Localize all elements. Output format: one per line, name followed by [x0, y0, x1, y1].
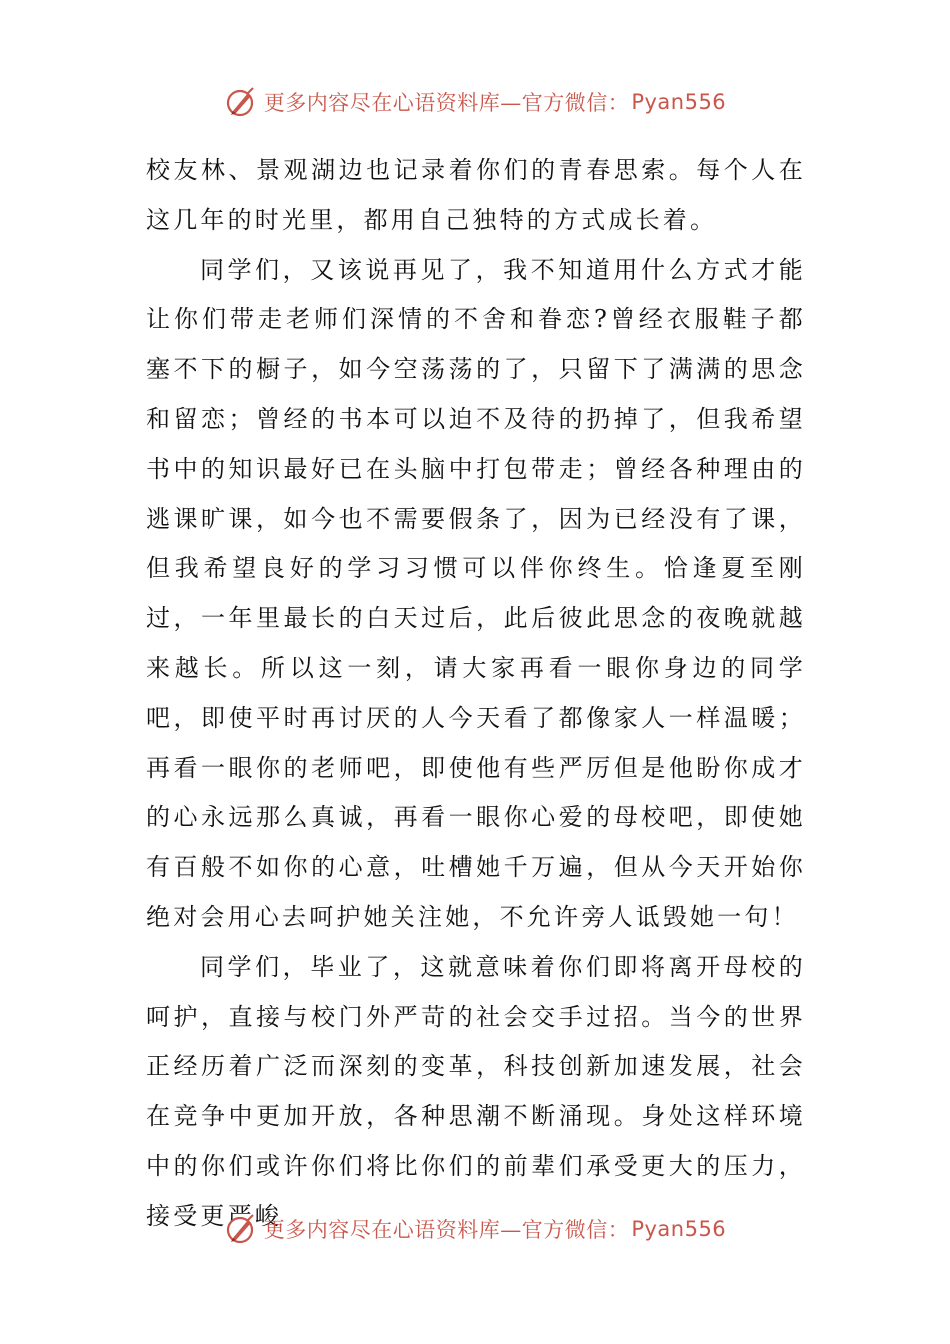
- pen-logo-icon: [224, 1212, 258, 1246]
- watermark-wechat-id: Pyan556: [631, 90, 727, 114]
- paragraph-1: 校友林、景观湖边也记录着你们的青春思索。每个人在这几年的时光里，都用自己独特的方式成长着。: [146, 156, 806, 234]
- document-body: [146, 146, 806, 1242]
- paragraph-3: 同学们，毕业了，这就意味着你们即将离开母校的呵护，直接与校门外严苛的社会交手过招。当今的世界正经历着广泛而深刻的变革，科技创新加速发展，社会在竞争中更加开放，各种思潮不断涌现。身处这样环境中的你们或许你们将比你们的前辈们承受更大的压力，接受更严峻: [146, 952, 806, 1230]
- header-watermark: [0, 85, 950, 119]
- watermark-text: 更多内容尽在心语资料库—官方微信：: [263, 91, 630, 115]
- watermark-text: 更多内容尽在心语资料库—官方微信：: [263, 1218, 630, 1242]
- paragraph-2: 同学们，又该说再见了，我不知道用什么方式才能让你们带走老师们深情的不舍和眷恋?曾经衣服鞋子都塞不下的橱子，如今空荡荡的了，只留下了满满的思念和留恋；曾经的书本可以迫不及待的扔掉了，但我希望书中的知识最好已在头脑中打包带走；曾经各种理由的逃课旷课，如今也不需要假条了，因为已经没有了课，但我希望良好的学习习惯可以伴你终生。恰逢夏至刚过，一年里最长的白天过后，此后彼此思念的夜晚就越来越长。所以这一刻，请大家再看一眼你身边的同学吧，即使平时再讨厌的人今天看了都像家人一样温暖；再看一眼你的老师吧，即使他有些严厉但是他盼你成才的心永远那么真诚，再看一眼你心爱的母校吧，即使她有百般不如你的心意，吐槽她千万遍，但从今天开始你绝对会用心去呵护她关注她，不允许旁人诋毁她一句！: [146, 255, 806, 931]
- footer-watermark: [0, 1212, 950, 1246]
- pen-logo-icon: [224, 85, 258, 119]
- watermark-wechat-id: Pyan556: [631, 1217, 727, 1241]
